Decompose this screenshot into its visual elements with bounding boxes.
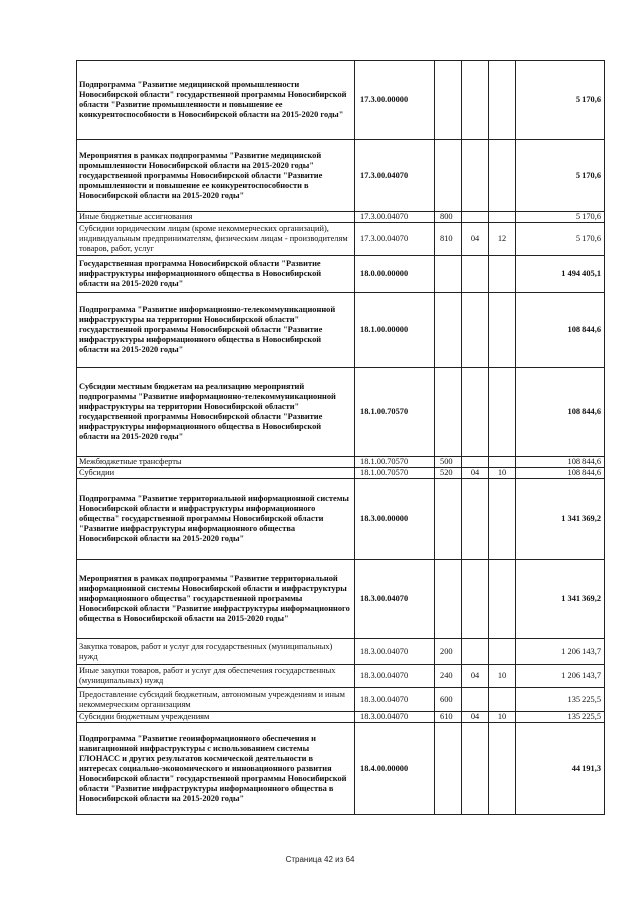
- subsection-cell: [489, 639, 516, 665]
- table-row: [77, 723, 605, 815]
- section-cell: 04: [462, 712, 489, 723]
- expense-type-cell: 240: [435, 665, 462, 688]
- row-name-cell: Иные бюджетные ассигнования: [77, 212, 355, 223]
- subsection-cell: [489, 457, 516, 468]
- row-name-cell: Подпрограмма "Развитие геоинформационного обеспечения и навигационной инфраструктуры с использованием системы ГЛОНАСС и других результатов космической деятельности в интересах социально-экономического и инновационного развития Новосибирской области" государственной программы Новосибирской области "Развитие инфраструктуры информационного общества в Новосибирской области на 2015-2020 годы": [77, 723, 355, 815]
- amount-cell: 1 341 369,2: [516, 479, 605, 560]
- target-code-cell: 18.3.00.00000: [355, 479, 435, 560]
- table-row: [77, 457, 605, 468]
- amount-cell: 44 191,3: [516, 723, 605, 815]
- table-row: [77, 223, 605, 256]
- expense-type-cell: 200: [435, 639, 462, 665]
- target-code-cell: 18.1.00.00000: [355, 293, 435, 368]
- expense-type-cell: [435, 368, 462, 457]
- section-cell: [462, 368, 489, 457]
- subsection-cell: [489, 723, 516, 815]
- row-name-cell: Подпрограмма "Развитие медицинской промышленности Новосибирской области" государственной программы Новосибирской области "Развитие промышленности и повышение ее конкурентоспособности в Новосибирской области на 2015-2020 годы": [77, 61, 355, 140]
- row-name-cell: Субсидии: [77, 468, 355, 479]
- target-code-cell: 18.3.00.04070: [355, 712, 435, 723]
- expense-type-cell: 600: [435, 688, 462, 712]
- amount-cell: 5 170,6: [516, 61, 605, 140]
- table-row: [77, 712, 605, 723]
- row-name-cell: Субсидии местным бюджетам на реализацию мероприятий подпрограммы "Развитие информационно-телекоммуникационной инфраструктуры на территории Новосибирской области" государственной программы Новосибирской области "Развитие инфраструктуры информационного общества в Новосибирской области на 2015-2020 годы": [77, 368, 355, 457]
- subsection-cell: 12: [489, 223, 516, 256]
- target-code-cell: 17.3.00.04070: [355, 223, 435, 256]
- table-row: [77, 639, 605, 665]
- amount-cell: 5 170,6: [516, 223, 605, 256]
- section-cell: [462, 293, 489, 368]
- section-cell: [462, 723, 489, 815]
- target-code-cell: 18.3.00.04070: [355, 639, 435, 665]
- amount-cell: 5 170,6: [516, 212, 605, 223]
- amount-cell: 1 206 143,7: [516, 639, 605, 665]
- expense-type-cell: 800: [435, 212, 462, 223]
- target-code-cell: 18.3.00.04070: [355, 560, 435, 639]
- table-row: [77, 256, 605, 293]
- target-code-cell: 18.1.00.70570: [355, 468, 435, 479]
- subsection-cell: [489, 140, 516, 212]
- page-number: Страница 42 из 64: [285, 855, 355, 864]
- subsection-cell: [489, 368, 516, 457]
- row-name-cell: Предоставление субсидий бюджетным, автономным учреждениям и иным некоммерческим организациям: [77, 688, 355, 712]
- amount-cell: 108 844,6: [516, 468, 605, 479]
- expense-type-cell: [435, 256, 462, 293]
- table-row: [77, 479, 605, 560]
- row-name-cell: Межбюджетные трансферты: [77, 457, 355, 468]
- table-row: [77, 140, 605, 212]
- table-row: [77, 688, 605, 712]
- table-row: [77, 665, 605, 688]
- expense-type-cell: [435, 293, 462, 368]
- expense-type-cell: [435, 140, 462, 212]
- row-name-cell: Субсидии бюджетным учреждениям: [77, 712, 355, 723]
- section-cell: 04: [462, 223, 489, 256]
- row-name-cell: Закупка товаров, работ и услуг для государственных (муниципальных) нужд: [77, 639, 355, 665]
- target-code-cell: 17.3.00.04070: [355, 140, 435, 212]
- subsection-cell: 10: [489, 712, 516, 723]
- amount-cell: 1 494 405,1: [516, 256, 605, 293]
- section-cell: 04: [462, 468, 489, 479]
- subsection-cell: [489, 560, 516, 639]
- budget-table: [76, 60, 605, 815]
- amount-cell: 5 170,6: [516, 140, 605, 212]
- row-name-cell: Государственная программа Новосибирской области "Развитие инфраструктуры информационного общества в Новосибирской области на 2015-2020 годы": [77, 256, 355, 293]
- subsection-cell: [489, 212, 516, 223]
- table-row: [77, 468, 605, 479]
- amount-cell: 1 341 369,2: [516, 560, 605, 639]
- subsection-cell: [489, 293, 516, 368]
- subsection-cell: [489, 61, 516, 140]
- expense-type-cell: 610: [435, 712, 462, 723]
- row-name-cell: Иные закупки товаров, работ и услуг для обеспечения государственных (муниципальных) нужд: [77, 665, 355, 688]
- target-code-cell: 18.1.00.70570: [355, 457, 435, 468]
- target-code-cell: 18.1.00.70570: [355, 368, 435, 457]
- table-row: [77, 61, 605, 140]
- target-code-cell: 18.4.00.00000: [355, 723, 435, 815]
- subsection-cell: [489, 688, 516, 712]
- section-cell: [462, 560, 489, 639]
- target-code-cell: 18.3.00.04070: [355, 688, 435, 712]
- subsection-cell: 10: [489, 468, 516, 479]
- table-row: [77, 293, 605, 368]
- table-row: [77, 560, 605, 639]
- target-code-cell: 18.0.00.00000: [355, 256, 435, 293]
- expense-type-cell: 500: [435, 457, 462, 468]
- section-cell: [462, 256, 489, 293]
- expense-type-cell: 520: [435, 468, 462, 479]
- section-cell: 04: [462, 665, 489, 688]
- section-cell: [462, 688, 489, 712]
- row-name-cell: Мероприятия в рамках подпрограммы "Развитие территориальной информационной системы Новосибирской области и инфраструктуры информационного общества" государственной программы Новосибирской области "Развитие инфраструктуры информационного общества в Новосибирской области на 2015-2020 годы": [77, 560, 355, 639]
- expense-type-cell: 810: [435, 223, 462, 256]
- expense-type-cell: [435, 479, 462, 560]
- table-body: [77, 61, 605, 815]
- table-row: [77, 368, 605, 457]
- target-code-cell: 18.3.00.04070: [355, 665, 435, 688]
- section-cell: [462, 61, 489, 140]
- expense-type-cell: [435, 723, 462, 815]
- section-cell: [462, 639, 489, 665]
- amount-cell: 108 844,6: [516, 293, 605, 368]
- row-name-cell: Подпрограмма "Развитие территориальной информационной системы Новосибирской области и инфраструктуры информационного общества" государственной программы Новосибирской области "Развитие инфраструктуры информационного общества Новосибирской области на 2015-2020 годы": [77, 479, 355, 560]
- subsection-cell: [489, 479, 516, 560]
- table-row: [77, 212, 605, 223]
- amount-cell: 108 844,6: [516, 457, 605, 468]
- expense-type-cell: [435, 560, 462, 639]
- amount-cell: 108 844,6: [516, 368, 605, 457]
- row-name-cell: Подпрограмма "Развитие информационно-телекоммуникационной инфраструктуры на территории Новосибирской области" государственной программы Новосибирской области "Развитие инфраструктуры информационного общества в Новосибирской области на 2015-2020 годы": [77, 293, 355, 368]
- amount-cell: 1 206 143,7: [516, 665, 605, 688]
- subsection-cell: 10: [489, 665, 516, 688]
- section-cell: [462, 140, 489, 212]
- row-name-cell: Мероприятия в рамках подпрограммы "Развитие медицинской промышленности Новосибирской области на 2015-2020 годы" государственной программы Новосибирской области "Развитие промышленности и повышение ее конкурентоспособности в Новосибирской области на 2015-2020 годы": [77, 140, 355, 212]
- row-name-cell: Субсидии юридическим лицам (кроме некоммерческих организаций), индивидуальным предпринимателям, физическим лицам - производителям товаров, работ, услуг: [77, 223, 355, 256]
- section-cell: [462, 212, 489, 223]
- target-code-cell: 17.3.00.04070: [355, 212, 435, 223]
- target-code-cell: 17.3.00.00000: [355, 61, 435, 140]
- section-cell: [462, 479, 489, 560]
- subsection-cell: [489, 256, 516, 293]
- amount-cell: 135 225,5: [516, 688, 605, 712]
- section-cell: [462, 457, 489, 468]
- expense-type-cell: [435, 61, 462, 140]
- amount-cell: 135 225,5: [516, 712, 605, 723]
